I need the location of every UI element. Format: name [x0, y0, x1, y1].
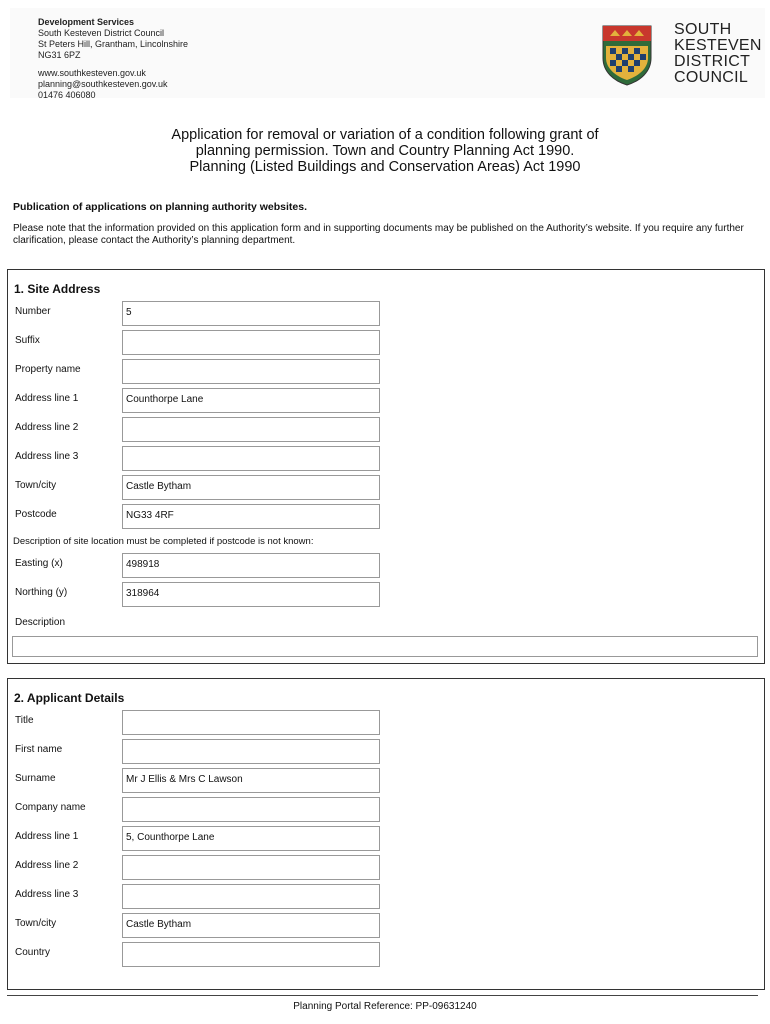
- site-town-field[interactable]: Castle Bytham: [122, 475, 380, 500]
- field-label: Number: [15, 306, 51, 317]
- site-address-line-2-row: [8, 417, 764, 442]
- applicant-address-line-2-field[interactable]: [122, 855, 380, 880]
- description-field[interactable]: [12, 636, 758, 657]
- site-postcode-row: [8, 504, 764, 529]
- site-property-name-field[interactable]: [122, 359, 380, 384]
- site-property-name-row: [8, 359, 764, 384]
- applicant-country-row: [8, 942, 764, 967]
- footer-divider: [7, 995, 758, 996]
- portal-reference: Planning Portal Reference: PP-09631240: [293, 1001, 477, 1012]
- applicant-title-field[interactable]: [122, 710, 380, 735]
- site-postcode-field[interactable]: NG33 4RF: [122, 504, 380, 529]
- coat-of-arms-icon: [600, 24, 654, 86]
- applicant-address-line-3-row: [8, 884, 764, 909]
- easting-field[interactable]: 498918: [122, 553, 380, 578]
- council-logo: [600, 21, 762, 86]
- applicant-company-row: [8, 797, 764, 822]
- site-suffix-field[interactable]: [122, 330, 380, 355]
- field-label: Suffix: [15, 335, 40, 346]
- field-label: First name: [15, 744, 63, 755]
- site-town-row: [8, 475, 764, 500]
- department-name: Development Services: [38, 17, 135, 27]
- easting-row: [8, 553, 764, 578]
- field-label: Address line 2: [15, 422, 79, 433]
- applicant-country-field[interactable]: [122, 942, 380, 967]
- site-address-line-2-field[interactable]: [122, 417, 380, 442]
- applicant-town-row: [8, 913, 764, 938]
- field-label: Town/city: [15, 480, 57, 491]
- section-title: 2. Applicant Details: [14, 691, 125, 705]
- description-label: Description: [15, 617, 66, 628]
- council-wordmark: SOUTH KESTEVEN DISTRICT COUNCIL: [674, 21, 762, 86]
- applicant-town-field[interactable]: Castle Bytham: [122, 913, 380, 938]
- northing-field[interactable]: 318964: [122, 582, 380, 607]
- field-label: Title: [15, 715, 34, 726]
- site-address-line-1-field[interactable]: Counthorpe Lane: [122, 388, 380, 413]
- form-title: Application for removal or variation of a condition following grant of planning permission. Town and Country Planning Act 1990. Planning (Listed Buildings and Conservation Areas) Act 1990: [171, 127, 599, 175]
- field-label: Town/city: [15, 918, 57, 929]
- applicant-company-field[interactable]: [122, 797, 380, 822]
- applicant-address-line-1-row: [8, 826, 764, 851]
- field-label: Address line 3: [15, 451, 79, 462]
- website-link[interactable]: www.southkesteven.gov.uk: [38, 68, 146, 78]
- phone-number: 01476 406080: [38, 90, 96, 100]
- field-label: Property name: [15, 364, 81, 375]
- northing-row: [8, 582, 764, 607]
- applicant-details-section: [7, 678, 765, 990]
- field-label: Surname: [15, 773, 56, 784]
- applicant-first-name-row: [8, 739, 764, 764]
- letterhead: [10, 8, 765, 98]
- applicant-first-name-field[interactable]: [122, 739, 380, 764]
- applicant-surname-field[interactable]: Mr J Ellis & Mrs C Lawson: [122, 768, 380, 793]
- applicant-address-line-1-field[interactable]: 5, Counthorpe Lane: [122, 826, 380, 851]
- location-note: Description of site location must be completed if postcode is not known:: [13, 536, 314, 547]
- address-line: St Peters Hill, Grantham, Lincolnshire: [38, 39, 189, 49]
- site-address-line-3-field[interactable]: [122, 446, 380, 471]
- field-label: Address line 1: [15, 831, 79, 842]
- field-label: Address line 2: [15, 860, 79, 871]
- site-number-row: [8, 301, 764, 326]
- contact-block: [38, 17, 188, 101]
- email-link[interactable]: planning@southkesteven.gov.uk: [38, 79, 168, 89]
- field-label: Company name: [15, 802, 86, 813]
- field-label: Northing (y): [15, 587, 68, 598]
- site-number-field[interactable]: 5: [122, 301, 380, 326]
- publication-note: Please note that the information provided on this application form and in supporting documents may be published on the Authority’s website. If you require any further clarification, please contact the Authority’s planning department.: [13, 223, 744, 246]
- field-label: Postcode: [15, 509, 57, 520]
- site-address-line-3-row: [8, 446, 764, 471]
- field-label: Address line 1: [15, 393, 79, 404]
- applicant-surname-row: [8, 768, 764, 793]
- address-line: South Kesteven District Council: [38, 28, 165, 38]
- field-label: Easting (x): [15, 558, 63, 569]
- applicant-address-line-2-row: [8, 855, 764, 880]
- applicant-address-line-3-field[interactable]: [122, 884, 380, 909]
- publication-heading: Publication of applications on planning authority websites.: [13, 201, 308, 213]
- site-suffix-row: [8, 330, 764, 355]
- section-title: 1. Site Address: [14, 282, 101, 296]
- applicant-title-row: [8, 710, 764, 735]
- field-label: Address line 3: [15, 889, 79, 900]
- site-address-line-1-row: [8, 388, 764, 413]
- address-line: NG31 6PZ: [38, 50, 81, 60]
- field-label: Country: [15, 947, 51, 958]
- site-address-section: [7, 269, 765, 664]
